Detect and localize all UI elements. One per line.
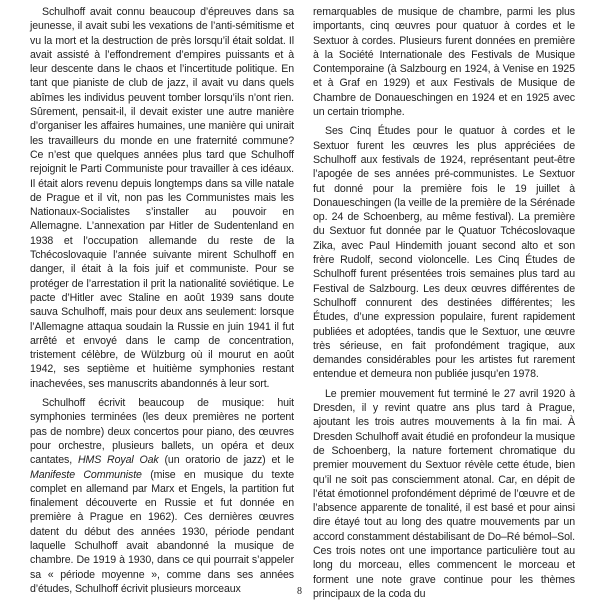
right-text-column [313,5,575,606]
paragraph-biography: Schulhoff avait connu beaucoup d’épreuves dans sa jeunesse, il avait subi les vexations de l’anti-sémitisme et vu la mort et la destruction de près lorsqu’il était soldat. Il avait assisté à l’effondrement d’empires puissants et à leur descente dans le chaos et l’incertitude politique. En tant que pianiste de club de jazz, il avait vu dans quels abîmes les individus peuvent tomber lorsqu’ils n’ont rien. Sûrement, pensait-il, il devait exister une autre manière d’organiser les affaires humaines, une manière qui unirait les travailleurs du monde en une fraternité commune? Ce n’est que quelques années plus tard que Schulhoff rejoignit le Parti Communiste pour travailler à ces idéaux. Il était alors revenu depuis longtemps dans sa ville natale de Prague et il vit, non pas les Communistes mais les Nationaux-Socialistes s’installer au pouvoir en Allemagne. L’annexation par Hitler de Sudentenland en 1938 et l’occupation allemande du reste de la Tchécoslovaquie l’année suivante mirent Schulhoff en danger, il était à la fois juif et communiste. Pour se protéger de l’arrestation il prit la nationalité soviétique. Le pacte d’Hitler avec Staline en août 1939 sans doute sauva Schulhoff, mais pour deux ans seulement: lorsque l’Allemagne attaqua soudain la Russie en juin 1941 il fut arrêté et envoyé dans le camp de concentration, tristement célèbre, de Wülzburg où il mourut en août 1942, ses septième et huitième symphonies restant inachevées, ses manuscrits abandonnés à leur sort. [30,6,294,390]
work-title-manifeste-communiste: Manifeste Communiste [30,468,142,481]
paragraph-works [30,396,294,596]
paragraph-first-movement: Le premier mouvement fut terminé le 27 avril 1920 à Dresden, il y revint quatre ans plus tard à Prague, ajoutant les trois autres mouvements à la fin mai. À Dresden Schulhoff avait étudié en profondeur la musique de Schoenberg, la nature fortement chromatique du premier mouvement du Sextuor révèle cette étude, bien qu’il ne soit pas consciemment atonal. Car, en dépit de l’état émotionnel profondément déprimé de l’œuvre et de l’absence apparente de tonalité, il est basé et pour ainsi dire étayé tout au long des quatre mouvements par un accord constamment déstabilisant de Do–Ré bémol–Sol. Ces trois notes ont une importance particulière tout au long du morceau, elles commencent le morceau et forment une note grave continue pour les thèmes principaux de la coda du [313,387,575,600]
page-number: 8 [297,586,302,597]
left-text-column [30,5,294,601]
paragraph-works-text-1: Schulhoff écrivit beaucoup de musique: huit symphonies terminées (les deux premières ne portent pas de nombre) deux concertos pour piano, des œuvres pour orchestre, plusieurs ballets, un opéra et deux cantates, [30,397,294,467]
paragraph-cinq-etudes: Ses Cinq Études pour le quatuor à cordes et le Sextuor furent les œuvres les plus appréciées de Schulhoff aux festivals de 1924, représentant peut-être l’apogée de ses années pré-communistes. Le Sextuor fut donné pour la première fois le 19 juillet à Donaueschingen (la veille de la première de la Sérénade op. 24 de Schoenberg, au même festival). La première du Sextuor fut donnée par le Quatuor Tchécoslovaque Zika, avec Paul Hindemith jouant second alto et son frère Rudolf, second violoncelle. Les Cinq Études de Schulhoff furent présentées trois semaines plus tard au Festival de Salzbourg. Les deux œuvres différentes de Schulhoff connurent des destinées différentes; les Études, d’une expression populaire, furent rapidement publiées et adoptées, tandis que le Sextuor, une œuvre très sérieuse, en fait profondément tragique, aux demandes considérables pour les artistes fut rarement entendue et demeura non publiée jusqu’en 1978. [313,125,575,381]
paragraph-chamber-music: remarquables de musique de chambre, parmi les plus importants, cinq œuvres pour quatuor à cordes et le Sextuor à cordes. Plusieurs furent données en première à la Société Internationale des Festivals de Musique Contemporaine (à Salzbourg en 1924, à Venise en 1925 et à Graf en 1929) et aux Festivals de Musique de Chambre de Donaueschingen en 1924 et en 1925 avec un certain triomphe. [313,6,575,119]
paragraph-works-text-2: (un oratorio de jazz) et le [158,454,294,467]
paragraph-works-text-3: (mise en musique du texte complet en allemand par Marx et Engels, la partition fut finalement découverte en Russie et fut donnée en première à Prague en 1962). Ces dernières œuvres datent du début des années 1930, période pendant laquelle Schulhoff avait abandonné la musique de chambre. De 1919 à 1930, dans ce qui pourrait s’appeler sa « période moyenne », comme dans ses années d’études, Schulhoff écrivit plusieurs morceaux [30,468,294,595]
work-title-hms-royal-oak: HMS Royal Oak [77,454,159,467]
